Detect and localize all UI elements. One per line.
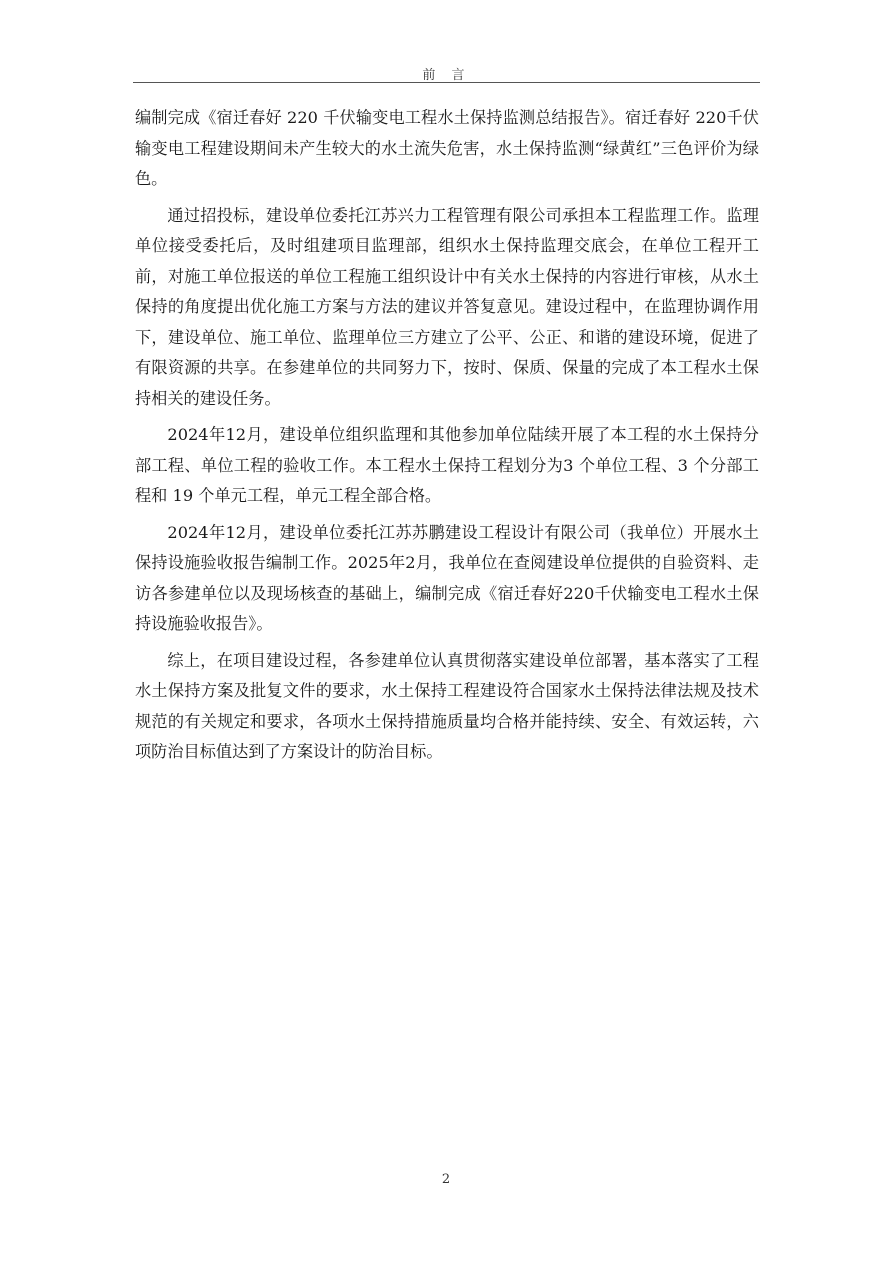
- paragraph-continuation: 编制完成《宿迁春好 220 千伏输变电工程水土保持监测总结报告》。宿迁春好 220千伏输变电工程建设期间未产生较大的水土流失危害，水土保持监测“绿黄红”三色评价为绿色。: [135, 108, 759, 188]
- paragraph-summary: 综上，在项目建设过程，各参建单位认真贯彻落实建设单位部署，基本落实了工程水土保持方案及批复文件的要求，水土保持工程建设符合国家水土保持法律法规及技术规范的有关规定和要求，各项水土保持措施质量均合格并能持续、安全、有效运转，六项防治目标值达到了方案设计的防治目标。: [135, 650, 759, 761]
- header-divider: [133, 82, 760, 83]
- body-text: [135, 103, 759, 774]
- paragraph-supervision: 通过招投标，建设单位委托江苏兴力工程管理有限公司承担本工程监理工作。监理单位接受委托后，及时组建项目监理部，组织水土保持监理交底会，在单位工程开工前，对施工单位报送的单位工程施工组织设计中有关水土保持的内容进行审核，从水土保持的角度提出优化施工方案与方法的建议并答复意见。建设过程中，在监理协调作用下，建设单位、施工单位、监理单位三方建立了公平、公正、和谐的建设环境，促进了有限资源的共享。在参建单位的共同努力下，按时、保质、保量的完成了本工程水土保持相关的建设任务。: [135, 205, 759, 408]
- paragraph-acceptance-work: 2024年12月，建设单位组织监理和其他参加单位陆续开展了本工程的水土保持分部工程、单位工程的验收工作。本工程水土保持工程划分为3 个单位工程、3 个分部工程和 19 个单元工程，单元工程全部合格。: [135, 425, 759, 505]
- paragraph-report-compilation: 2024年12月，建设单位委托江苏苏鹏建设工程设计有限公司（我单位）开展水土保持设施验收报告编制工作。2025年2月，我单位在查阅建设单位提供的自验资料、走访各参建单位以及现场核查的基础上，编制完成《宿迁春好220千伏输变电工程水土保持设施验收报告》。: [135, 522, 759, 633]
- running-header-title: 前 言: [422, 68, 471, 83]
- page-number: 2: [441, 1172, 451, 1187]
